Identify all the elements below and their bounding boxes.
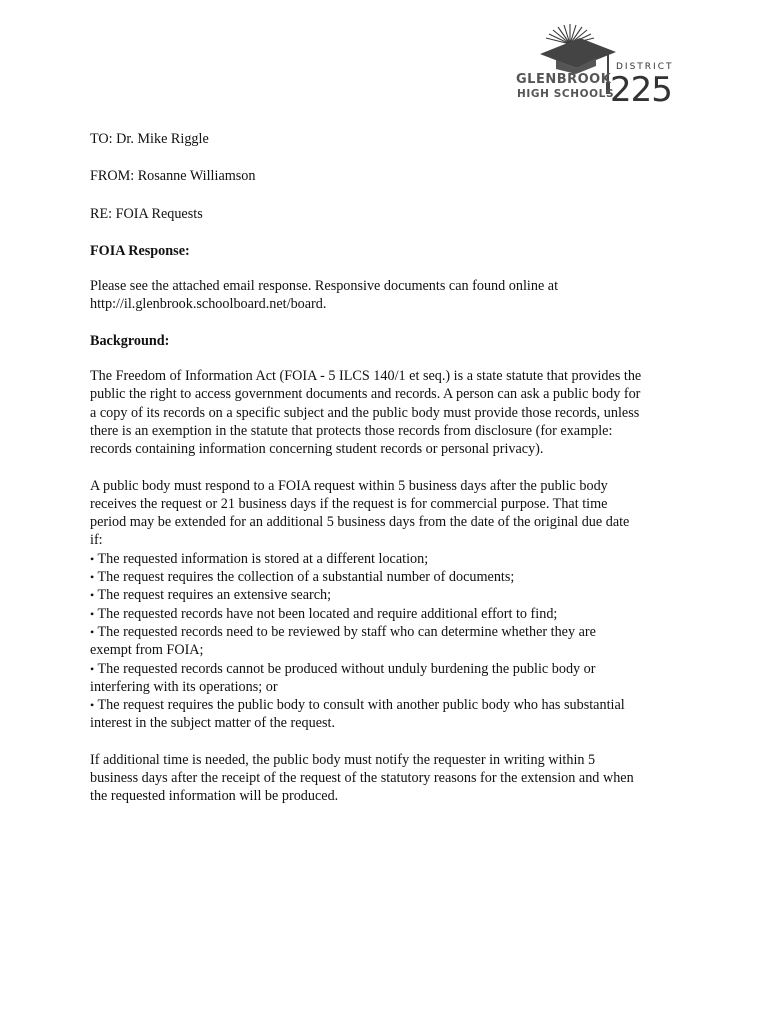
list-item: • The request requires an extensive search; xyxy=(90,587,332,604)
text-line: the requested information will be produced. xyxy=(90,788,339,805)
text-line: there is an exemption in the statute that protects those records from disclosure (for example: xyxy=(90,422,613,439)
list-item: • The requested records cannot be produced without unduly burdening the public body or xyxy=(90,660,596,677)
list-item-continuation: interest in the subject matter of the request. xyxy=(90,715,336,732)
text-line: a copy of its records on a specific subject and the public body must provide those records, unless xyxy=(90,404,640,421)
list-item: • The requested records have not been located and require additional effort to find; xyxy=(90,605,558,622)
district-logo xyxy=(512,22,682,112)
list-item: • The request requires the public body to consult with another public body who has substantial xyxy=(90,697,625,714)
text-line: public the right to access government documents and records. A person can ask a public body for xyxy=(90,386,641,403)
text-line: period may be extended for an additional 5 business days from the date of the original due date xyxy=(90,514,630,531)
text-line: If additional time is needed, the public body must notify the requester in writing within 5 xyxy=(90,751,596,768)
foia-response-line: Please see the attached email response. Responsive documents can found online at xyxy=(90,278,559,295)
bullet-icon: • xyxy=(90,661,95,676)
text-line: business days after the receipt of the request of the statutory reasons for the extension and when xyxy=(90,770,634,787)
logo-district-number: 225 xyxy=(610,70,672,110)
bullet-icon: • xyxy=(90,624,95,639)
bullet-icon: • xyxy=(90,698,95,713)
text-line: if: xyxy=(90,532,103,549)
foia-response-link: http://il.glenbrook.schoolboard.net/board. xyxy=(90,296,327,313)
logo-district-label: DISTRICT xyxy=(616,62,674,72)
background-paragraph-1 xyxy=(90,367,690,458)
memo-re: RE: FOIA Requests xyxy=(90,205,203,222)
foia-response-heading: FOIA Response: xyxy=(90,242,190,259)
list-item-continuation: interfering with its operations; or xyxy=(90,678,278,695)
bullet-icon: • xyxy=(90,570,95,585)
memo-to: TO: Dr. Mike Riggle xyxy=(90,131,209,147)
text-line: The Freedom of Information Act (FOIA - 5 ILCS 140/1 et seq.) is a state statute that provides the xyxy=(90,368,642,385)
logo-text-high-schools: HIGH SCHOOLS xyxy=(517,88,615,100)
list-item: • The request requires the collection of a substantial number of documents; xyxy=(90,569,515,586)
background-paragraph-2 xyxy=(90,477,690,733)
bullet-icon: • xyxy=(90,588,95,603)
text-line: receives the request or 21 business days if the request is for commercial purpose. That time xyxy=(90,495,608,512)
bullet-icon: • xyxy=(90,551,95,566)
background-paragraph-3 xyxy=(90,751,690,806)
background-heading: Background: xyxy=(90,332,170,349)
list-item: • The requested information is stored at a different location; xyxy=(90,550,429,567)
text-line: records containing information concerning student records or personal privacy). xyxy=(90,441,544,458)
bullet-icon: • xyxy=(90,606,95,621)
list-item-continuation: exempt from FOIA; xyxy=(90,642,204,659)
memo-body xyxy=(90,130,690,824)
extension-reasons-list xyxy=(90,550,690,733)
list-item: • The requested records need to be reviewed by staff who can determine whether they are xyxy=(90,623,596,640)
text-line: A public body must respond to a FOIA request within 5 business days after the public body xyxy=(90,477,608,494)
logo-text-glenbrook: GLENBROOK xyxy=(516,72,612,87)
memo-from: FROM: Rosanne Williamson xyxy=(90,168,256,185)
foia-response-paragraph xyxy=(90,277,690,314)
